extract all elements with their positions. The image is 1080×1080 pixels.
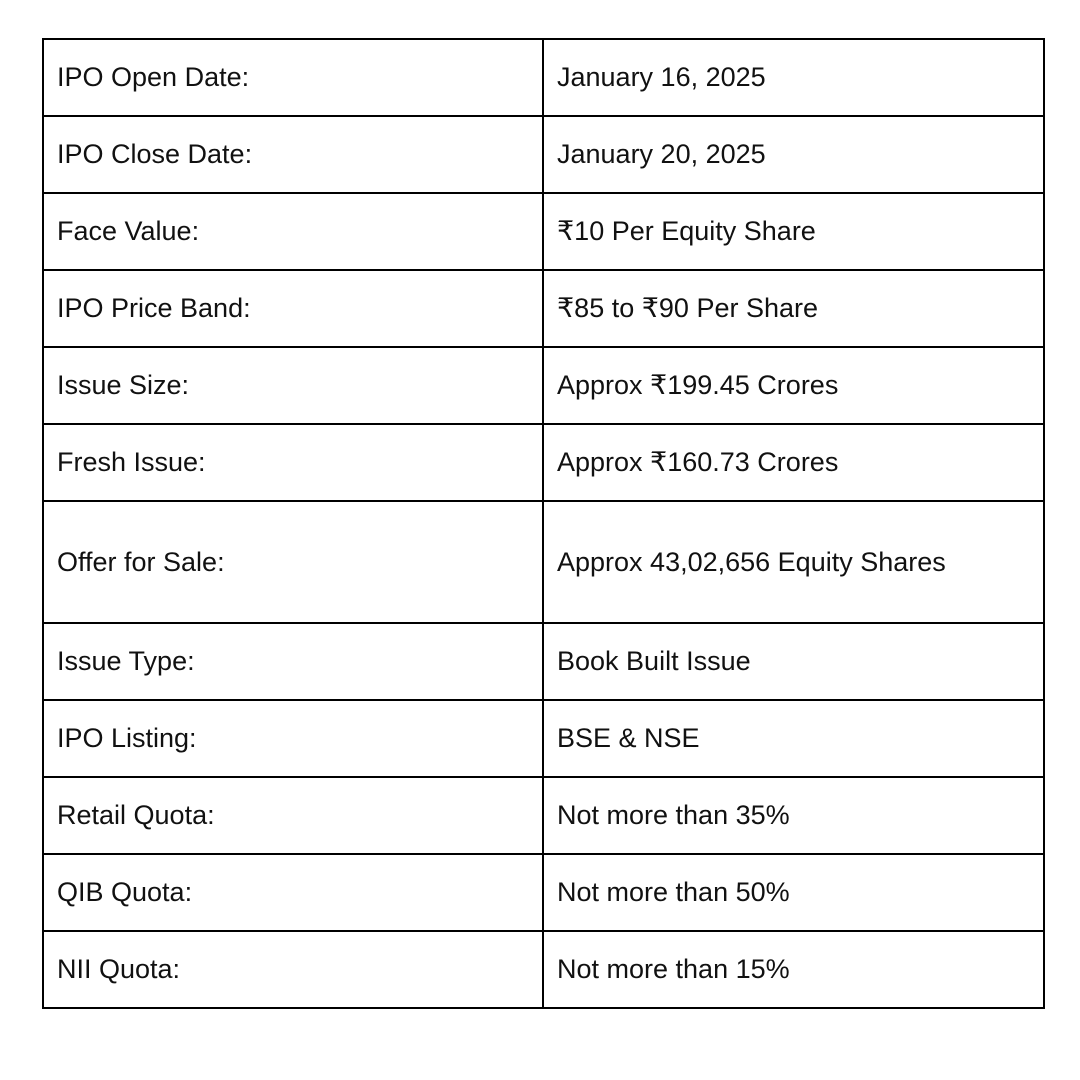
row-label: Issue Type: bbox=[43, 623, 543, 700]
row-label: IPO Close Date: bbox=[43, 116, 543, 193]
row-value: ₹10 Per Equity Share bbox=[543, 193, 1044, 270]
row-value: Approx ₹199.45 Crores bbox=[543, 347, 1044, 424]
row-label: NII Quota: bbox=[43, 931, 543, 1008]
row-value: Book Built Issue bbox=[543, 623, 1044, 700]
row-label: Issue Size: bbox=[43, 347, 543, 424]
table-row bbox=[43, 931, 1044, 1008]
table-row bbox=[43, 424, 1044, 501]
row-label: IPO Open Date: bbox=[43, 39, 543, 116]
row-label: IPO Price Band: bbox=[43, 270, 543, 347]
row-value: Approx 43,02,656 Equity Shares bbox=[543, 501, 1044, 623]
row-value: January 16, 2025 bbox=[543, 39, 1044, 116]
row-value: January 20, 2025 bbox=[543, 116, 1044, 193]
row-value: BSE & NSE bbox=[543, 700, 1044, 777]
table-row bbox=[43, 270, 1044, 347]
table-row bbox=[43, 39, 1044, 116]
table-row bbox=[43, 854, 1044, 931]
row-value: Not more than 50% bbox=[543, 854, 1044, 931]
table-row bbox=[43, 193, 1044, 270]
row-label: QIB Quota: bbox=[43, 854, 543, 931]
row-value: Approx ₹160.73 Crores bbox=[543, 424, 1044, 501]
row-label: Fresh Issue: bbox=[43, 424, 543, 501]
table-row bbox=[43, 777, 1044, 854]
table-row bbox=[43, 347, 1044, 424]
row-value: ₹85 to ₹90 Per Share bbox=[543, 270, 1044, 347]
table-row bbox=[43, 700, 1044, 777]
row-value: Not more than 35% bbox=[543, 777, 1044, 854]
row-label: Offer for Sale: bbox=[43, 501, 543, 623]
row-label: Retail Quota: bbox=[43, 777, 543, 854]
table-row bbox=[43, 501, 1044, 623]
table-row bbox=[43, 623, 1044, 700]
row-value: Not more than 15% bbox=[543, 931, 1044, 1008]
table-row bbox=[43, 116, 1044, 193]
row-label: Face Value: bbox=[43, 193, 543, 270]
ipo-details-table bbox=[42, 38, 1045, 1009]
row-label: IPO Listing: bbox=[43, 700, 543, 777]
